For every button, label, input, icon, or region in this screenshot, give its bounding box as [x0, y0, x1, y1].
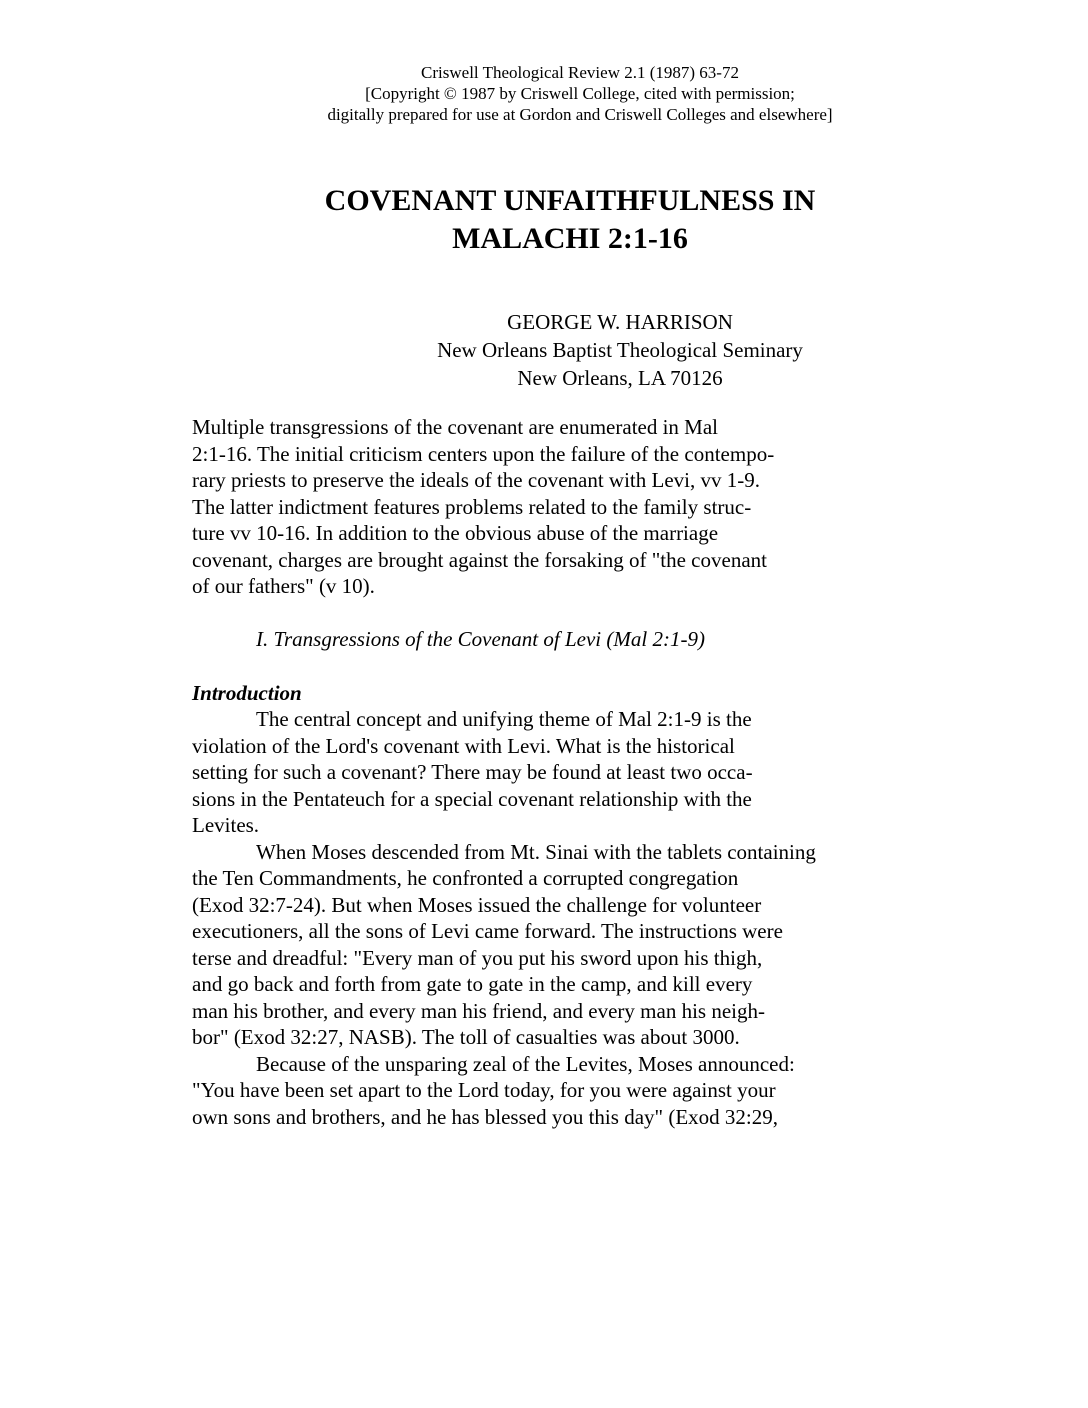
- body-line: The central concept and unifying theme of Mal 2:1-9 is the: [256, 707, 752, 731]
- body-line: When Moses descended from Mt. Sinai with the tablets containing: [256, 839, 816, 864]
- body-line: and go back and forth from gate to gate in the camp, and kill every: [192, 972, 753, 996]
- title-line-1: COVENANT UNFAITHFULNESS IN: [324, 184, 816, 217]
- article-title: [200, 182, 940, 258]
- body-line: terse and dreadful: "Every man of you put his sword upon his thigh,: [192, 945, 763, 970]
- body-line: own sons and brothers, and he has blessed you this day" (Exod 32:29,: [192, 1104, 778, 1129]
- digital-preparation-notice: digitally prepared for use at Gordon and Criswell Colleges and elsewhere]: [327, 105, 833, 124]
- abstract-line: covenant, charges are brought against the forsaking of "the covenant: [192, 547, 767, 572]
- copyright-notice: [Copyright © 1987 by Criswell College, cited with permission;: [365, 84, 795, 103]
- subsection-heading: Introduction: [192, 681, 302, 705]
- abstract-line: of our fathers" (v 10).: [192, 574, 375, 598]
- abstract-line: The latter indictment features problems related to the family struc-: [192, 494, 752, 519]
- body-line: setting for such a covenant? There may be found at least two occa-: [192, 760, 753, 784]
- abstract-line: 2:1-16. The initial criticism centers upon the failure of the contempo-: [192, 441, 775, 466]
- body-line: bor" (Exod 32:27, NASB). The toll of casualties was about 3000.: [192, 1025, 740, 1049]
- abstract-line: rary priests to preserve the ideals of the covenant with Levi, vv 1-9.: [192, 468, 760, 492]
- abstract-line: Multiple transgressions of the covenant are enumerated in Mal: [192, 415, 719, 439]
- section-heading: I. Transgressions of the Covenant of Levi (Mal 2:1-9): [256, 627, 705, 651]
- journal-citation: Criswell Theological Review 2.1 (1987) 63-72: [421, 63, 739, 82]
- title-line-2: MALACHI 2:1-16: [452, 222, 688, 255]
- author-name: GEORGE W. HARRISON: [507, 310, 733, 334]
- body-line: the Ten Commandments, he confronted a corrupted congregation: [192, 866, 739, 890]
- body-line: man his brother, and every man his friend, and every man his neigh-: [192, 998, 765, 1023]
- body-line: executioners, all the sons of Levi came forward. The instructions were: [192, 919, 783, 943]
- body-line: Because of the unsparing zeal of the Levites, Moses announced:: [256, 1051, 795, 1076]
- body-line: sions in the Pentateuch for a special covenant relationship with the: [192, 786, 752, 811]
- author-location: New Orleans, LA 70126: [517, 366, 723, 390]
- body-line: "You have been set apart to the Lord today, for you were against your: [192, 1078, 776, 1102]
- body-line: Levites.: [192, 813, 260, 837]
- abstract-line: ture vv 10-16. In addition to the obvious abuse of the marriage: [192, 521, 719, 545]
- journal-header: [260, 62, 900, 125]
- body-text: [192, 706, 892, 1130]
- abstract-paragraph: [192, 414, 892, 600]
- author-institution: New Orleans Baptist Theological Seminary: [437, 338, 803, 362]
- author-block: [300, 308, 940, 392]
- body-line: violation of the Lord's covenant with Levi. What is the historical: [192, 733, 735, 758]
- body-line: (Exod 32:7-24). But when Moses issued the challenge for volunteer: [192, 892, 762, 917]
